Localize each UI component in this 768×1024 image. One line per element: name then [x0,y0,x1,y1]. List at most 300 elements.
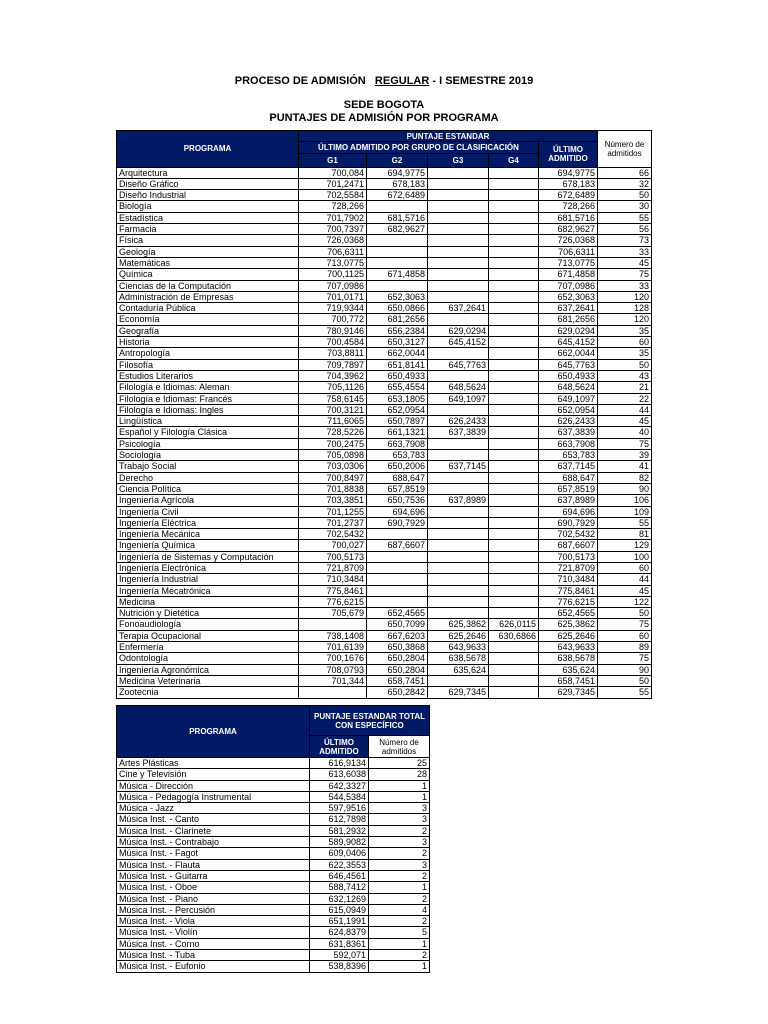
programa-cell: Geología [117,246,299,257]
table-row [117,608,652,619]
numero-admitidos-cell: 50 [598,359,652,370]
g2-cell: 650,7099 [367,619,428,630]
programa-cell: Medicina Veterinaria [117,675,299,686]
numero-admitidos-cell: 3 [369,837,430,848]
header-g3: G3 [428,153,489,167]
ultimo-admitido-cell: 637,3839 [539,427,598,438]
numero-admitidos-cell: 40 [598,427,652,438]
numero-admitidos-cell: 90 [598,664,652,675]
puntajes-title: PUNTAJES DE ADMISIÓN POR PROGRAMA [269,112,499,124]
g3-cell: 625,2646 [428,630,489,641]
g4-cell [489,190,539,201]
g2-cell: 651,8141 [367,359,428,370]
programa-cell: Trabajo Social [117,461,299,472]
ultimo-admitido-cell: 632,1269 [310,893,369,904]
programa-cell: Filología e Idiomas: Aleman [117,382,299,393]
table-row [117,961,430,972]
g4-cell [489,574,539,585]
ultimo-admitido-cell: 658,7451 [539,675,598,686]
g2-cell: 658,7451 [367,675,428,686]
g3-cell [428,269,489,280]
specific-programs-table-body [117,758,430,973]
ultimo-admitido-cell: 643,9633 [539,642,598,653]
ultimo-admitido-cell: 652,0954 [539,404,598,415]
programa-cell: Música Inst. - Clarinete [117,825,310,836]
table-row [117,393,652,404]
ultimo-admitido-cell: 690,7929 [539,517,598,528]
ultimo-admitido-cell: 589,9082 [310,837,369,848]
ultimo-admitido-cell: 700,5173 [539,551,598,562]
table-row [117,814,430,825]
ultimo-admitido-cell: 702,5432 [539,529,598,540]
g4-cell [489,427,539,438]
numero-admitidos-cell: 55 [598,687,652,698]
ultimo-admitido-cell: 612,7898 [310,814,369,825]
table-row [117,870,430,881]
table-row [117,167,652,178]
programa-cell: Administración de Empresas [117,291,299,302]
table-row [117,882,430,893]
numero-admitidos-cell: 60 [598,337,652,348]
g1-cell: 700,5173 [299,551,367,562]
header2-programa: PROGRAMA [117,706,310,758]
g1-cell: 705,1126 [299,382,367,393]
g2-cell: 650,7536 [367,495,428,506]
programa-cell: Química [117,269,299,280]
programa-cell: Música Inst. - Viola [117,916,310,927]
g4-cell [489,653,539,664]
numero-admitidos-cell: 44 [598,404,652,415]
g2-cell: 661,1321 [367,427,428,438]
numero-admitidos-cell: 109 [598,506,652,517]
numero-admitidos-cell: 22 [598,393,652,404]
ultimo-admitido-cell: 616,9134 [310,758,369,769]
g3-cell [428,450,489,461]
ultimo-admitido-cell: 609,0406 [310,848,369,859]
g1-cell: 700,1125 [299,269,367,280]
header-ultimo-por-grupo: ÚLTIMO ADMITIDO POR GRUPO DE CLASIFICACIÓN [299,142,539,153]
g2-cell: 652,3063 [367,291,428,302]
numero-admitidos-cell: 55 [598,212,652,223]
g3-cell [428,370,489,381]
programa-cell: Ingeniería Agronómica [117,664,299,675]
ultimo-admitido-cell: 694,9775 [539,167,598,178]
numero-admitidos-cell: 2 [369,870,430,881]
ultimo-admitido-cell: 637,2641 [539,303,598,314]
header-g2: G2 [367,153,428,167]
ultimo-admitido-cell: 713,0775 [539,257,598,268]
g1-cell: 703,0306 [299,461,367,472]
ultimo-admitido-cell: 637,7145 [539,461,598,472]
programa-cell: Ingeniería Industrial [117,574,299,585]
table-row [117,675,652,686]
g3-cell [428,280,489,291]
g1-cell: 708,0793 [299,664,367,675]
g4-cell [489,348,539,359]
ultimo-admitido-cell: 672,6489 [539,190,598,201]
numero-admitidos-cell: 25 [369,758,430,769]
numero-admitidos-cell: 60 [598,562,652,573]
numero-admitidos-cell: 30 [598,201,652,212]
g1-cell: 728,266 [299,201,367,212]
g4-cell [489,540,539,551]
g4-cell [489,664,539,675]
g3-cell [428,314,489,325]
table-row [117,551,652,562]
programa-cell: Ciencia Política [117,483,299,494]
g1-cell: 775,8461 [299,585,367,596]
table-row [117,825,430,836]
table-row [117,314,652,325]
table-row [117,540,652,551]
programa-cell: Artes Plásticas [117,758,310,769]
table-row [117,224,652,235]
numero-admitidos-cell: 45 [598,257,652,268]
ultimo-admitido-cell: 538,8396 [310,961,369,972]
numero-admitidos-cell: 41 [598,461,652,472]
programa-cell: Medicina [117,596,299,607]
programa-cell: Diseño Industrial [117,190,299,201]
g2-cell: 678,183 [367,178,428,189]
numero-admitidos-cell: 66 [598,167,652,178]
g4-cell [489,675,539,686]
table-row [117,769,430,780]
ultimo-admitido-cell: 629,0294 [539,325,598,336]
ultimo-admitido-cell: 651,1991 [310,916,369,927]
g4-cell [489,450,539,461]
table-row [117,780,430,791]
g3-cell: 629,0294 [428,325,489,336]
g3-cell [428,517,489,528]
table-row [117,269,652,280]
programa-cell: Física [117,235,299,246]
ultimo-admitido-cell: 645,4152 [539,337,598,348]
table-row [117,235,652,246]
g3-cell [428,574,489,585]
g2-cell: 682,9627 [367,224,428,235]
programa-cell: Diseño Gráfico [117,178,299,189]
table-row [117,758,430,769]
ultimo-admitido-cell: 776,6215 [539,596,598,607]
g4-cell [489,359,539,370]
g4-cell [489,585,539,596]
g4-cell [489,224,539,235]
g1-cell: 710,3484 [299,574,367,585]
g2-cell: 653,1805 [367,393,428,404]
g3-cell [428,190,489,201]
programa-cell: Ingeniería Química [117,540,299,551]
g4-cell [489,291,539,302]
ultimo-admitido-cell: 663,7908 [539,438,598,449]
programa-cell: Música Inst. - Contrabajo [117,837,310,848]
programa-cell: Filosofía [117,359,299,370]
g2-cell [367,201,428,212]
programa-cell: Ingeniería Agrícola [117,495,299,506]
g3-cell: 635,624 [428,664,489,675]
numero-admitidos-cell: 120 [598,314,652,325]
g1-cell: 738,1408 [299,630,367,641]
g2-cell: 690,7929 [367,517,428,528]
ultimo-admitido-cell: 581,2932 [310,825,369,836]
table-row [117,382,652,393]
g1-cell: 719,9344 [299,303,367,314]
g3-cell: 648,5624 [428,382,489,393]
g1-cell: 700,772 [299,314,367,325]
header-puntaje-estandar: PUNTAJE ESTANDAR [299,131,598,142]
g3-cell [428,212,489,223]
g3-cell [428,257,489,268]
g3-cell [428,224,489,235]
numero-admitidos-cell: 35 [598,325,652,336]
g4-cell [489,608,539,619]
table-row [117,596,652,607]
numero-admitidos-cell: 73 [598,235,652,246]
g2-cell: 655,4554 [367,382,428,393]
numero-admitidos-cell: 50 [598,675,652,686]
g2-cell [367,585,428,596]
table-row [117,280,652,291]
ultimo-admitido-cell: 635,624 [539,664,598,675]
ultimo-admitido-cell: 706,6311 [539,246,598,257]
sede-title: SEDE BOGOTA [343,99,425,111]
g1-cell: 705,0898 [299,450,367,461]
g4-cell [489,495,539,506]
g4-cell [489,235,539,246]
g4-cell [489,303,539,314]
programa-cell: Música Inst. - Violín [117,927,310,938]
g2-cell: 662,0044 [367,348,428,359]
g4-cell [489,551,539,562]
g2-cell [367,596,428,607]
ultimo-admitido-cell: 726,0368 [539,235,598,246]
table-row [117,461,652,472]
ultimo-admitido-cell: 645,7763 [539,359,598,370]
g3-cell: 649,1097 [428,393,489,404]
table-row [117,303,652,314]
g1-cell: 702,5584 [299,190,367,201]
numero-admitidos-cell: 75 [598,619,652,630]
g3-cell [428,167,489,178]
programa-cell: Estadística [117,212,299,223]
g4-cell [489,596,539,607]
document-title [0,75,768,87]
programa-cell: Música Inst. - Piano [117,893,310,904]
programa-cell: Música Inst. - Oboe [117,882,310,893]
programa-cell: Ingeniería Mecatrónica [117,585,299,596]
numero-admitidos-cell: 5 [369,927,430,938]
numero-admitidos-cell: 100 [598,551,652,562]
ultimo-admitido-cell: 707,0986 [539,280,598,291]
g3-cell [428,585,489,596]
g1-cell: 707,0986 [299,280,367,291]
g2-cell: 656,2384 [367,325,428,336]
programa-cell: Biología [117,201,299,212]
g1-cell: 700,7397 [299,224,367,235]
table-row [117,472,652,483]
g2-cell: 694,696 [367,506,428,517]
g2-cell: 650,3127 [367,337,428,348]
g4-cell [489,483,539,494]
g2-cell: 652,0954 [367,404,428,415]
g3-cell [428,506,489,517]
g2-cell: 650,2804 [367,664,428,675]
numero-admitidos-cell: 3 [369,814,430,825]
g4-cell [489,201,539,212]
g2-cell [367,574,428,585]
programa-cell: Ingeniería Mecánica [117,529,299,540]
table-row [117,325,652,336]
table-row [117,337,652,348]
table-row [117,837,430,848]
g4-cell [489,246,539,257]
programa-cell: Lingüística [117,416,299,427]
g3-cell [428,608,489,619]
g1-cell [299,619,367,630]
g4-cell [489,337,539,348]
table-row [117,791,430,802]
g2-cell [367,235,428,246]
g1-cell: 776,6215 [299,596,367,607]
g3-cell: 637,2641 [428,303,489,314]
g1-cell: 728,5226 [299,427,367,438]
programa-cell: Contaduría Pública [117,303,299,314]
programa-cell: Filología e Idiomas: Francés [117,393,299,404]
header-g4: G4 [489,153,539,167]
g3-cell [428,472,489,483]
g4-cell: 626,0115 [489,619,539,630]
g2-cell [367,246,428,257]
g4-cell [489,562,539,573]
ultimo-admitido-cell: 652,3063 [539,291,598,302]
table-row [117,178,652,189]
g4-cell: 630,6866 [489,630,539,641]
ultimo-admitido-cell: 775,8461 [539,585,598,596]
ultimo-admitido-cell: 629,7345 [539,687,598,698]
numero-admitidos-cell: 33 [598,280,652,291]
g1-cell: 700,084 [299,167,367,178]
programa-cell: Economía [117,314,299,325]
table-row [117,574,652,585]
g1-cell: 701,8838 [299,483,367,494]
numero-admitidos-cell: 35 [598,348,652,359]
table-row [117,848,430,859]
header-numero-admitidos: Número de admitidos [598,131,652,168]
numero-admitidos-cell: 1 [369,961,430,972]
numero-admitidos-cell: 106 [598,495,652,506]
g3-cell [428,235,489,246]
g3-cell [428,178,489,189]
numero-admitidos-cell: 28 [369,769,430,780]
ultimo-admitido-cell: 687,6607 [539,540,598,551]
g2-cell: 671,4858 [367,269,428,280]
header2-ultimo-admitido: ÚLTIMO ADMITIDO [310,736,369,758]
table-row [117,257,652,268]
programa-cell: Historia [117,337,299,348]
table-row [117,212,652,223]
ultimo-admitido-cell: 592,071 [310,950,369,961]
g1-cell: 706,6311 [299,246,367,257]
g2-cell: 650,2804 [367,653,428,664]
table-row [117,687,652,698]
programa-cell: Música Inst. - Eufonio [117,961,310,972]
g3-cell [428,438,489,449]
table-row [117,517,652,528]
g4-cell [489,370,539,381]
ultimo-admitido-cell: 648,5624 [539,382,598,393]
g1-cell: 780,9146 [299,325,367,336]
title-part-proceso: PROCESO DE ADMISIÓN [234,75,366,87]
table-row [117,359,652,370]
programa-cell: Música Inst. - Guitarra [117,870,310,881]
title-part-regular: REGULAR [374,75,430,87]
table-row [117,495,652,506]
table-row [117,438,652,449]
ultimo-admitido-cell: 681,2656 [539,314,598,325]
numero-admitidos-cell: 45 [598,416,652,427]
numero-admitidos-cell: 4 [369,904,430,915]
table-row [117,653,652,664]
g4-cell [489,269,539,280]
numero-admitidos-cell: 60 [598,630,652,641]
g4-cell [489,393,539,404]
g1-cell: 704,3962 [299,370,367,381]
numero-admitidos-cell: 50 [598,190,652,201]
ultimo-admitido-cell: 652,4565 [539,608,598,619]
table-row [117,529,652,540]
g3-cell: 629,7345 [428,687,489,698]
ultimo-admitido-cell: 650,4933 [539,370,598,381]
g4-cell [489,212,539,223]
programa-cell: Música Inst. - Corno [117,938,310,949]
g2-cell: 650,7897 [367,416,428,427]
ultimo-admitido-cell: 721,8709 [539,562,598,573]
g2-cell: 688,647 [367,472,428,483]
programa-cell: Nutrición y Dietética [117,608,299,619]
ultimo-admitido-cell: 681,5716 [539,212,598,223]
g1-cell: 701,1255 [299,506,367,517]
ultimo-admitido-cell: 671,4858 [539,269,598,280]
specific-programs-table [116,705,430,973]
table-row [117,927,430,938]
programa-cell: Filología e Idiomas: Ingles [117,404,299,415]
g3-cell: 637,3839 [428,427,489,438]
header2-puntaje-total: PUNTAJE ESTANDAR TOTAL CON ESPECÍFICO [310,706,430,736]
numero-admitidos-cell: 55 [598,517,652,528]
ultimo-admitido-cell: 646,4561 [310,870,369,881]
g2-cell [367,529,428,540]
programa-cell: Sociología [117,450,299,461]
ultimo-admitido-cell: 638,5678 [539,653,598,664]
numero-admitidos-cell: 2 [369,848,430,859]
g3-cell [428,483,489,494]
g3-cell [428,348,489,359]
table-row [117,370,652,381]
table-row [117,916,430,927]
programa-cell: Terapia Ocupacional [117,630,299,641]
programa-cell: Música Inst. - Tuba [117,950,310,961]
numero-admitidos-cell: 2 [369,950,430,961]
programs-table-body [117,167,652,698]
g2-cell: 650,4933 [367,370,428,381]
g1-cell [299,687,367,698]
g3-cell: 643,9633 [428,642,489,653]
ultimo-admitido-cell: 678,183 [539,178,598,189]
g3-cell [428,562,489,573]
g4-cell [489,687,539,698]
g4-cell [489,178,539,189]
ultimo-admitido-cell: 653,783 [539,450,598,461]
table-row [117,859,430,870]
